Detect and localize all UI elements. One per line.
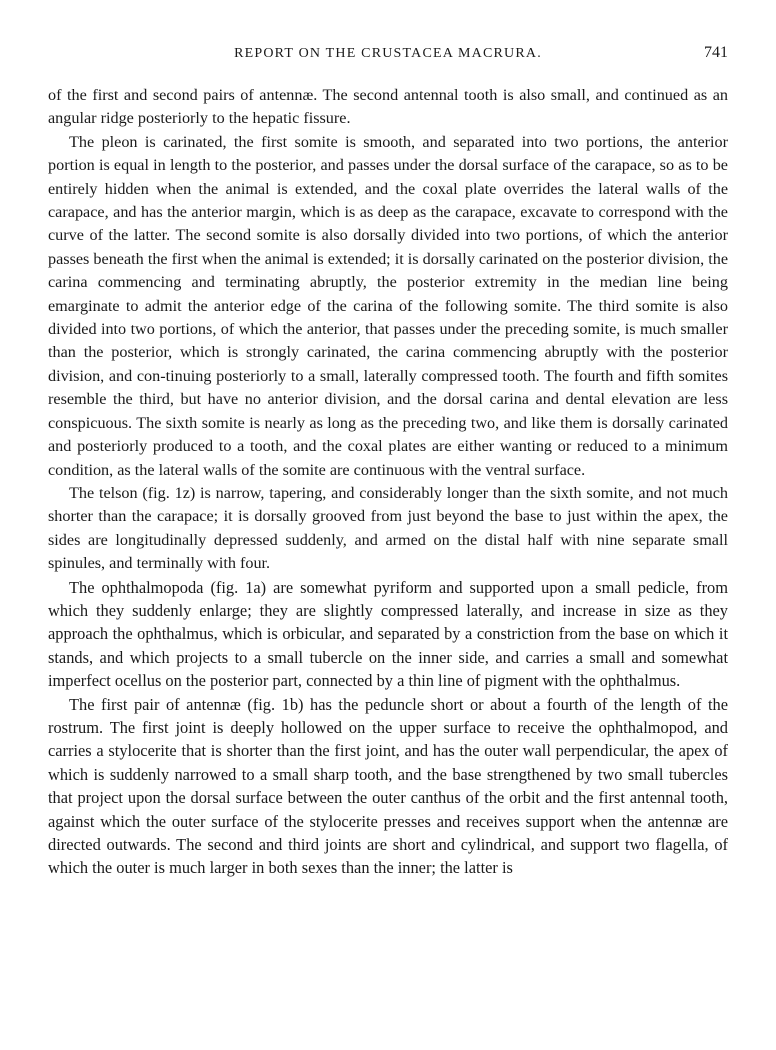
running-title: REPORT ON THE CRUSTACEA MACRURA. xyxy=(234,46,542,61)
paragraph-first-antennae: The first pair of antennæ (fig. 1b) has the peduncle short or about a fourth of the length of the rostrum. The first joint is deeply hollowed on the upper surface to receive the ophthalmopod, and carries a stylocerite that is shorter than the first joint, and has the outer wall perpendicular, the apex of which is suddenly narrowed to a small sharp tooth, and the base strengthened by two small tubercles that project upon the dorsal surface between the outer canthus of the orbit and the first antennal tooth, against which the outer surface of the stylocerite presses and receives support when the antennæ are directed outwards. The second and third joints are short and cylindrical, and support two flagella, of which the outer is much larger in both sexes than the inner; the latter is xyxy=(48,694,728,878)
body-text xyxy=(48,84,728,880)
page-number: 741 xyxy=(704,44,728,61)
paragraph-pleon: The pleon is carinated, the first somite is smooth, and separated into two portions, the anterior portion is equal in length to the posterior, and passes under the dorsal surface of the carapace, so as to be entirely hidden when the animal is extended, and the coxal plate overrides the lateral walls of the carapace, and has the anterior margin, which is as deep as the carapace, excavate to correspond with the curve of the latter. The second somite is also dorsally divided into two portions, of which the anterior passes beneath the first when the animal is extended; it is dorsally carinated on the posterior division, the carina commencing and terminating abruptly, the posterior extremity in the median line being emarginate to admit the anterior edge of the carina of the following somite. The third somite is also divided into two portions, of which the anterior, that passes under the preceding somite, is much smaller than the posterior, which is strongly carinated, the carina commencing abruptly with the posterior division, and con-tinuing posteriorly to a small, laterally compressed tooth. The fourth and fifth somites resemble the third, but have no anterior division, and the dorsal carina and dental elevation are less conspicuous. The sixth somite is nearly as long as the preceding two, and like them is dorsally carinated and posteriorly produced to a tooth, and the coxal plates are either wanting or reduced to a minimum condition, as the lateral walls of the somite are continuous with the ventral surface. xyxy=(48,132,728,479)
paragraph-antennal-tooth: of the first and second pairs of antennæ. The second antennal tooth is also small, and continued as an angular ridge posteriorly to the hepatic fissure. xyxy=(48,86,728,128)
paragraph-telson: The telson (fig. 1z) is narrow, tapering, and considerably longer than the sixth somite, and not much shorter than the carapace; it is dorsally grooved from just beyond the base to just within the apex, the sides are longitudinally depressed suddenly, and armed on the distal half with nine separate small spinules, and terminally with four. xyxy=(48,483,728,573)
running-header xyxy=(48,44,728,66)
paragraph-ophthalmopoda: The ophthalmopoda (fig. 1a) are somewhat pyriform and supported upon a small pedicle, from which they suddenly enlarge; they are slightly compressed laterally, and increase in size as they approach the ophthalmus, which is orbicular, and separated by a constriction from the base on which it stands, and which projects to a small tubercle on the inner side, and carries a small and somewhat imperfect ocellus on the posterior part, connected by a thin line of pigment with the ophthalmus. xyxy=(48,577,728,691)
